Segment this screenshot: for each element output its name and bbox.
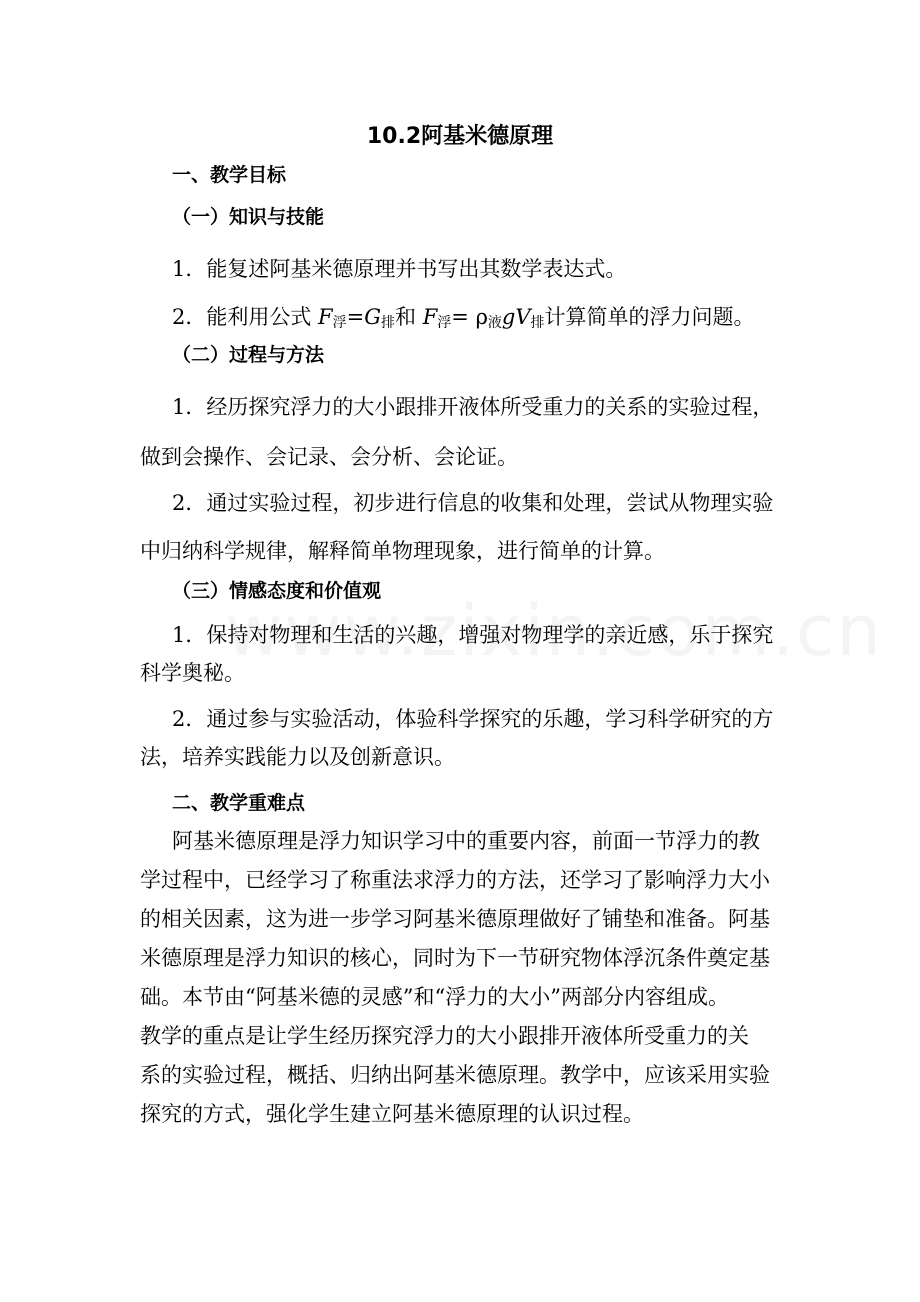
formula-prefix: 2．能利用公式 — [172, 305, 319, 329]
section-heading-key-points: 二、教学重难点 — [172, 792, 306, 814]
formula-and: 和 — [395, 305, 423, 329]
key-points-line-3: 的相关因素，这为进一步学习阿基米德原理做好了铺垫和准备。阿基 — [140, 907, 770, 931]
key-points-line-1: 阿基米德原理是浮力知识学习中的重要内容，前面一节浮力的教 — [172, 829, 760, 853]
formula-rho: ρ — [475, 305, 488, 329]
process-item-2-line-2: 中归纳科学规律，解释简单物理现象，进行简单的计算。 — [140, 539, 665, 563]
formula-sub-pai1: 排 — [381, 315, 396, 331]
key-points-line-4: 米德原理是浮力知识的核心，同时为下一节研究物体浮沉条件奠定基 — [140, 946, 770, 970]
section-heading-objectives: 一、教学目标 — [172, 164, 287, 186]
page-title: 10.2阿基米德原理 — [366, 124, 554, 149]
attitude-item-1-line-1: 1．保持对物理和生活的兴趣，增强对物理学的亲近感，乐于探究 — [172, 623, 774, 647]
formula-sub-fu1: 浮 — [332, 315, 347, 331]
objective-item-2-formula — [172, 302, 755, 332]
formula-f2: F — [422, 305, 438, 329]
formula-sub-pai2: 排 — [530, 315, 545, 331]
subsection-heading-attitude: （三）情感态度和价值观 — [172, 580, 382, 602]
attitude-item-2-line-2: 法，培养实践能力以及创新意识。 — [140, 745, 455, 769]
formula-eq1: = — [346, 305, 365, 329]
objective-item-1: 1．能复述阿基米德原理并书写出其数学表达式。 — [172, 257, 627, 281]
attitude-item-2-line-1: 2．通过参与实验活动，体验科学探究的乐趣，学习科学研究的方 — [172, 707, 774, 731]
subsection-heading-knowledge: （一）知识与技能 — [172, 206, 325, 228]
process-item-1-line-2: 做到会操作、会记录、会分析、会论证。 — [140, 445, 518, 469]
formula-sub-ye: 液 — [487, 315, 502, 331]
process-item-2-line-1: 2．通过实验过程，初步进行信息的收集和处理，尝试从物理实验 — [172, 491, 774, 515]
key-points-line-6: 教学的重点是让学生经历探究浮力的大小跟排开液体所受重力的关 — [140, 1024, 749, 1048]
formula-g: G — [364, 305, 382, 329]
key-points-line-2: 学过程中，已经学习了称重法求浮力的方法，还学习了影响浮力大小 — [140, 868, 770, 892]
key-points-line-5: 础。本节由“阿基米德的灵感”和“浮力的大小”两部分内容组成。 — [140, 985, 729, 1009]
formula-f1: F — [318, 305, 333, 329]
attitude-item-1-line-2: 科学奥秘。 — [140, 661, 245, 685]
formula-sub-fu2: 浮 — [437, 315, 452, 331]
formula-gv: gV — [501, 305, 531, 329]
key-points-line-7: 系的实验过程，概括、归纳出阿基米德原理。教学中，应该采用实验 — [140, 1063, 770, 1087]
formula-suffix: 计算简单的浮力问题。 — [544, 305, 755, 329]
key-points-line-8: 探究的方式，强化学生建立阿基米德原理的认识过程。 — [140, 1102, 644, 1126]
formula-eq2: = — [451, 305, 476, 329]
subsection-heading-process: （二）过程与方法 — [172, 344, 325, 366]
process-item-1-line-1: 1．经历探究浮力的大小跟排开液体所受重力的关系的实验过程， — [172, 395, 774, 419]
